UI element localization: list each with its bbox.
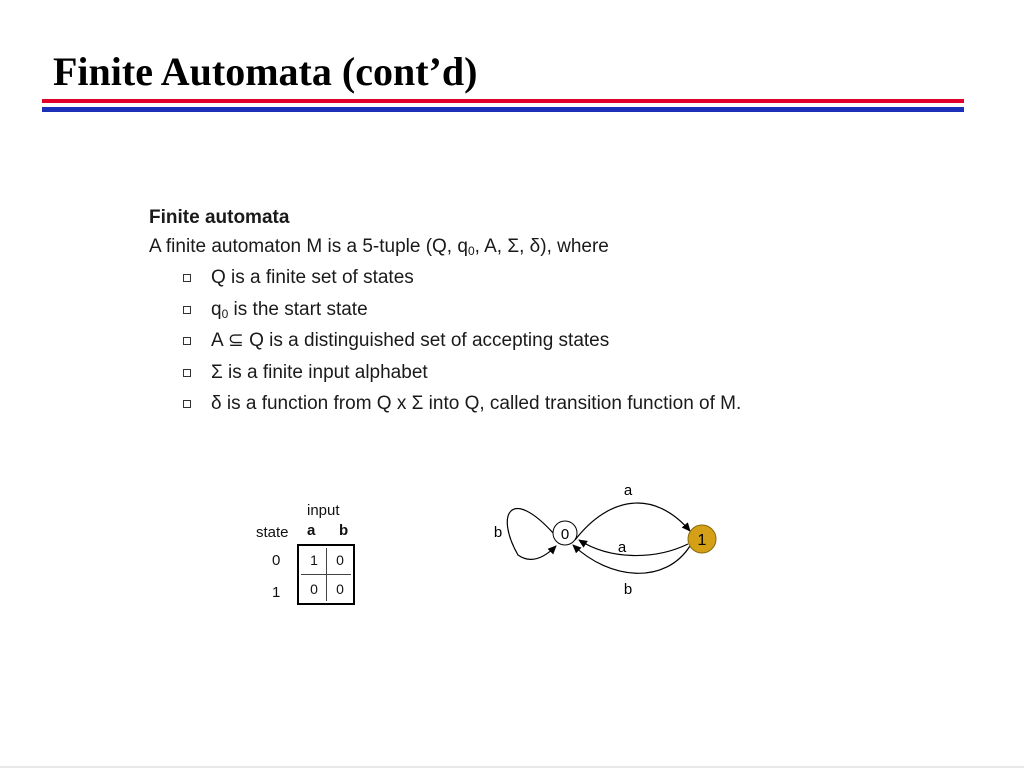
edge-label-a-top: a	[623, 482, 633, 499]
table-row-header: state	[256, 524, 289, 541]
list-item	[183, 294, 909, 326]
state-0-label: 0	[560, 526, 570, 543]
list-item-text: δ is a function from Q x Σ into Q, called transition function of M.	[211, 393, 742, 414]
edge-0-to-1-a	[575, 503, 690, 540]
edge-1-to-0-b	[573, 545, 690, 573]
table-state-label: 0	[272, 552, 281, 569]
square-bullet-icon	[183, 306, 191, 314]
tuple-component-list	[149, 262, 909, 420]
edge-label-b-loop: b	[493, 524, 503, 541]
table-cell: 0	[310, 581, 318, 597]
table-grid	[297, 544, 355, 605]
table-cell: 0	[336, 581, 344, 597]
square-bullet-icon	[183, 400, 191, 408]
square-bullet-icon	[183, 337, 191, 345]
intro-text-1: A finite automaton M is a 5-tuple (Q, q	[149, 236, 468, 257]
edge-label-a-middle: a	[617, 539, 627, 556]
table-caption: input	[307, 502, 340, 519]
list-item-text: q	[211, 298, 222, 320]
square-bullet-icon	[183, 369, 191, 377]
edge-0-self-loop-b	[507, 509, 556, 560]
list-item-text-rest: is the start state	[228, 298, 368, 320]
intro-subscript: 0	[467, 244, 475, 258]
table-divider	[301, 574, 351, 575]
table-column-header: b	[339, 522, 349, 539]
list-item-text: Σ is a finite input alphabet	[211, 361, 428, 383]
definition-intro	[149, 231, 909, 262]
list-item	[183, 325, 909, 357]
state-diagram	[470, 470, 760, 610]
table-column-header: a	[307, 522, 316, 539]
edge-label-b-bottom: b	[623, 581, 633, 598]
slide-title: Finite Automata (cont’d)	[53, 49, 478, 94]
table-cell: 0	[336, 552, 344, 568]
list-item-text: Q is a finite set of states	[211, 267, 414, 288]
list-item	[183, 388, 909, 420]
transition-table	[253, 498, 373, 613]
definition-block	[149, 204, 909, 420]
list-item-subscript: 0	[221, 306, 229, 321]
table-state-label: 1	[272, 584, 281, 601]
table-cell: 1	[310, 552, 318, 568]
list-item	[183, 357, 909, 389]
state-1-label: 1	[697, 532, 707, 549]
square-bullet-icon	[183, 274, 191, 282]
title-underline-red	[42, 99, 964, 103]
section-heading: Finite automata	[149, 207, 290, 228]
list-item	[183, 262, 909, 294]
intro-text-2: , A, Σ, δ), where	[474, 236, 609, 257]
list-item-text: A ⊆ Q is a distinguished set of accepting states	[211, 330, 610, 351]
edge-1-to-0-a	[579, 540, 688, 556]
title-underline-blue	[42, 107, 964, 112]
